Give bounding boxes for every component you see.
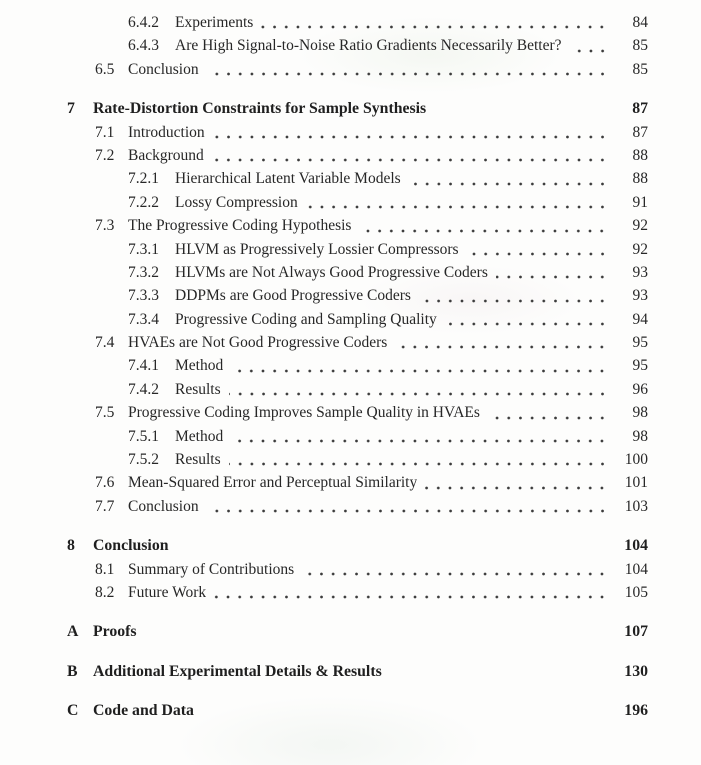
toc-entry-title: Code and Data (93, 702, 194, 720)
toc-entry-number: 8 (67, 537, 75, 555)
toc-entry-title: DDPMs are Good Progressive Coders (175, 287, 411, 305)
toc-entry-number: B (67, 662, 78, 680)
toc-entry-title: Results (175, 380, 221, 398)
toc-entry (0, 401, 701, 424)
toc-entry-title: Method (175, 357, 224, 375)
toc-entry-page: 92 (632, 217, 648, 235)
toc-entry-title: The Progressive Coding Hypothesis (128, 217, 352, 235)
toc-entry (0, 11, 701, 34)
toc-entry-page: 100 (624, 451, 648, 469)
toc-entry-number: 7.2.2 (128, 193, 159, 211)
toc-entry-title: Introduction (128, 123, 205, 141)
toc-entry-number: 7.2 (95, 146, 115, 164)
toc-entry (0, 121, 701, 144)
toc-entry-title: Are High Signal-to-Noise Ratio Gradients Necessarily Better? (175, 37, 562, 55)
toc-entry-title: Mean-Squared Error and Perceptual Similarity (128, 474, 418, 492)
toc-entry-number: 7.4.1 (128, 357, 159, 375)
toc-entry-page: 103 (624, 497, 648, 515)
toc-entry-page: 87 (632, 100, 648, 118)
toc-entry-title: Additional Experimental Details & Results (93, 662, 382, 680)
toc-entry-number: 7.3.4 (128, 310, 159, 328)
toc-leader-dots (445, 322, 608, 326)
toc-entry-number: C (67, 702, 79, 720)
toc-leader-dots (390, 674, 608, 678)
toc-entry-title: HVAEs are Not Good Progressive Coders (128, 334, 388, 352)
toc-entry (0, 167, 701, 190)
toc-entry-number: 7.1 (95, 123, 115, 141)
toc-entry-page: 104 (624, 560, 648, 578)
toc-entry-number: 7.5.2 (128, 451, 159, 469)
toc-entry-number: 7.7 (95, 497, 115, 515)
toc-entry (0, 534, 701, 557)
toc-entry-page: 96 (632, 380, 648, 398)
toc-entry-page: 98 (632, 404, 648, 422)
toc-entry-number: 6.4.2 (128, 14, 159, 31)
toc-entry (0, 308, 701, 331)
toc-entry (0, 261, 701, 284)
toc-entry-number: 7.5.1 (128, 427, 159, 445)
toc-entry-title: Progressive Coding Improves Sample Quality in HVAEs (128, 404, 480, 422)
toc-entry (0, 495, 701, 518)
toc-leader-dots (302, 572, 608, 576)
toc-leader-dots (434, 112, 608, 116)
toc-entry-title: HLVM as Progressively Lossier Compressors (175, 240, 459, 258)
toc-entry-page: 87 (632, 123, 648, 141)
toc-entry-page: 105 (624, 583, 648, 601)
toc-entry-title: Results (175, 451, 221, 469)
toc-entry-number: 7.3 (95, 217, 115, 235)
toc-entry-page: 196 (624, 702, 648, 720)
toc-leader-dots (496, 275, 608, 279)
toc-leader-dots (467, 252, 608, 256)
toc-leader-dots (395, 345, 608, 349)
toc-leader-dots (261, 25, 608, 29)
toc-entry-page: 91 (632, 193, 648, 211)
toc-entry-page: 98 (632, 427, 648, 445)
toc-entry-title: Lossy Compression (175, 193, 298, 211)
toc-entry-number: 7.6 (95, 474, 115, 492)
toc-leader-dots (306, 205, 608, 209)
toc-entry-number: 7.4 (95, 334, 115, 352)
toc-entry-page: 88 (632, 170, 648, 188)
toc-entry (0, 284, 701, 307)
toc-entry-title: HLVMs are Not Always Good Progressive Coders (175, 263, 488, 281)
toc-leader-dots (145, 635, 608, 639)
toc-entry-page: 94 (632, 310, 648, 328)
toc-entry-page: 95 (632, 334, 648, 352)
toc-entry-page: 93 (632, 263, 648, 281)
toc-entry-page: 85 (632, 37, 648, 55)
toc-entry (0, 214, 701, 237)
toc-entry (0, 699, 701, 722)
toc-entry (0, 660, 701, 683)
toc-entry-title: Method (175, 427, 224, 445)
toc-entry-page: 85 (632, 60, 648, 78)
toc-entry (0, 378, 701, 401)
toc-entry-title: Conclusion (128, 60, 199, 78)
toc-entry (0, 97, 701, 120)
toc-leader-dots (212, 158, 608, 162)
toc-leader-dots (213, 135, 608, 139)
toc (0, 11, 701, 723)
toc-entry-page: 104 (624, 537, 648, 555)
toc-entry-title: Progressive Coding and Sampling Quality (175, 310, 437, 328)
toc-leader-dots (425, 486, 608, 490)
toc-entry-page: 130 (624, 662, 648, 680)
toc-entry-number: 7.2.1 (128, 170, 159, 188)
toc-entry (0, 558, 701, 581)
toc-entry (0, 58, 701, 81)
toc-entry (0, 34, 701, 57)
toc-entry-page: 88 (632, 146, 648, 164)
toc-leader-dots (409, 182, 608, 186)
toc-entry-page: 93 (632, 287, 648, 305)
toc-entry-number: A (67, 623, 79, 641)
toc-leader-dots (202, 714, 608, 718)
toc-entry (0, 425, 701, 448)
toc-leader-dots (229, 462, 608, 466)
toc-entry-title: Hierarchical Latent Variable Models (175, 170, 401, 188)
toc-entry-title: Future Work (128, 583, 207, 601)
toc-entry-number: 7.3.1 (128, 240, 159, 258)
toc-entry-page: 101 (624, 474, 648, 492)
toc-entry-page: 84 (632, 14, 648, 31)
toc-leader-dots (207, 509, 608, 513)
toc-entry (0, 581, 701, 604)
toc-entry-title: Conclusion (93, 537, 169, 555)
toc-entry (0, 620, 701, 643)
toc-entry-number: 7.3.2 (128, 263, 159, 281)
toc-entry-page: 107 (624, 623, 648, 641)
toc-leader-dots (177, 549, 609, 553)
toc-leader-dots (214, 595, 608, 599)
toc-leader-dots (488, 416, 608, 420)
toc-entry (0, 238, 701, 261)
toc-leader-dots (359, 229, 608, 233)
toc-entry (0, 191, 701, 214)
toc-entry-title: Proofs (93, 623, 137, 641)
toc-entry-page: 95 (632, 357, 648, 375)
toc-entry-page: 92 (632, 240, 648, 258)
toc-entry-title: Experiments (175, 14, 254, 31)
toc-entry-number: 7.5 (95, 404, 115, 422)
toc-entry (0, 331, 701, 354)
toc-entry (0, 144, 701, 167)
toc-leader-dots (207, 72, 608, 76)
toc-leader-dots (229, 392, 608, 396)
toc-entry-number: 7.3.3 (128, 287, 159, 305)
toc-entry-number: 8.1 (95, 560, 115, 578)
toc-entry (0, 448, 701, 471)
toc-entry-number: 8.2 (95, 583, 115, 601)
toc-entry-title: Rate-Distortion Constraints for Sample Synthesis (93, 100, 427, 118)
toc-leader-dots (419, 299, 608, 303)
toc-entry-number: 6.5 (95, 60, 115, 78)
toc-entry-number: 7 (67, 100, 75, 118)
toc-leader-dots (231, 369, 608, 373)
toc-leader-dots (231, 439, 608, 443)
toc-entry-title: Conclusion (128, 497, 199, 515)
toc-entry-title: Background (128, 146, 204, 164)
toc-leader-dots (570, 49, 608, 53)
toc-entry (0, 471, 701, 494)
toc-entry-number: 7.4.2 (128, 380, 159, 398)
toc-entry-number: 6.4.3 (128, 37, 159, 55)
toc-entry (0, 354, 701, 377)
toc-entry-title: Summary of Contributions (128, 560, 295, 578)
